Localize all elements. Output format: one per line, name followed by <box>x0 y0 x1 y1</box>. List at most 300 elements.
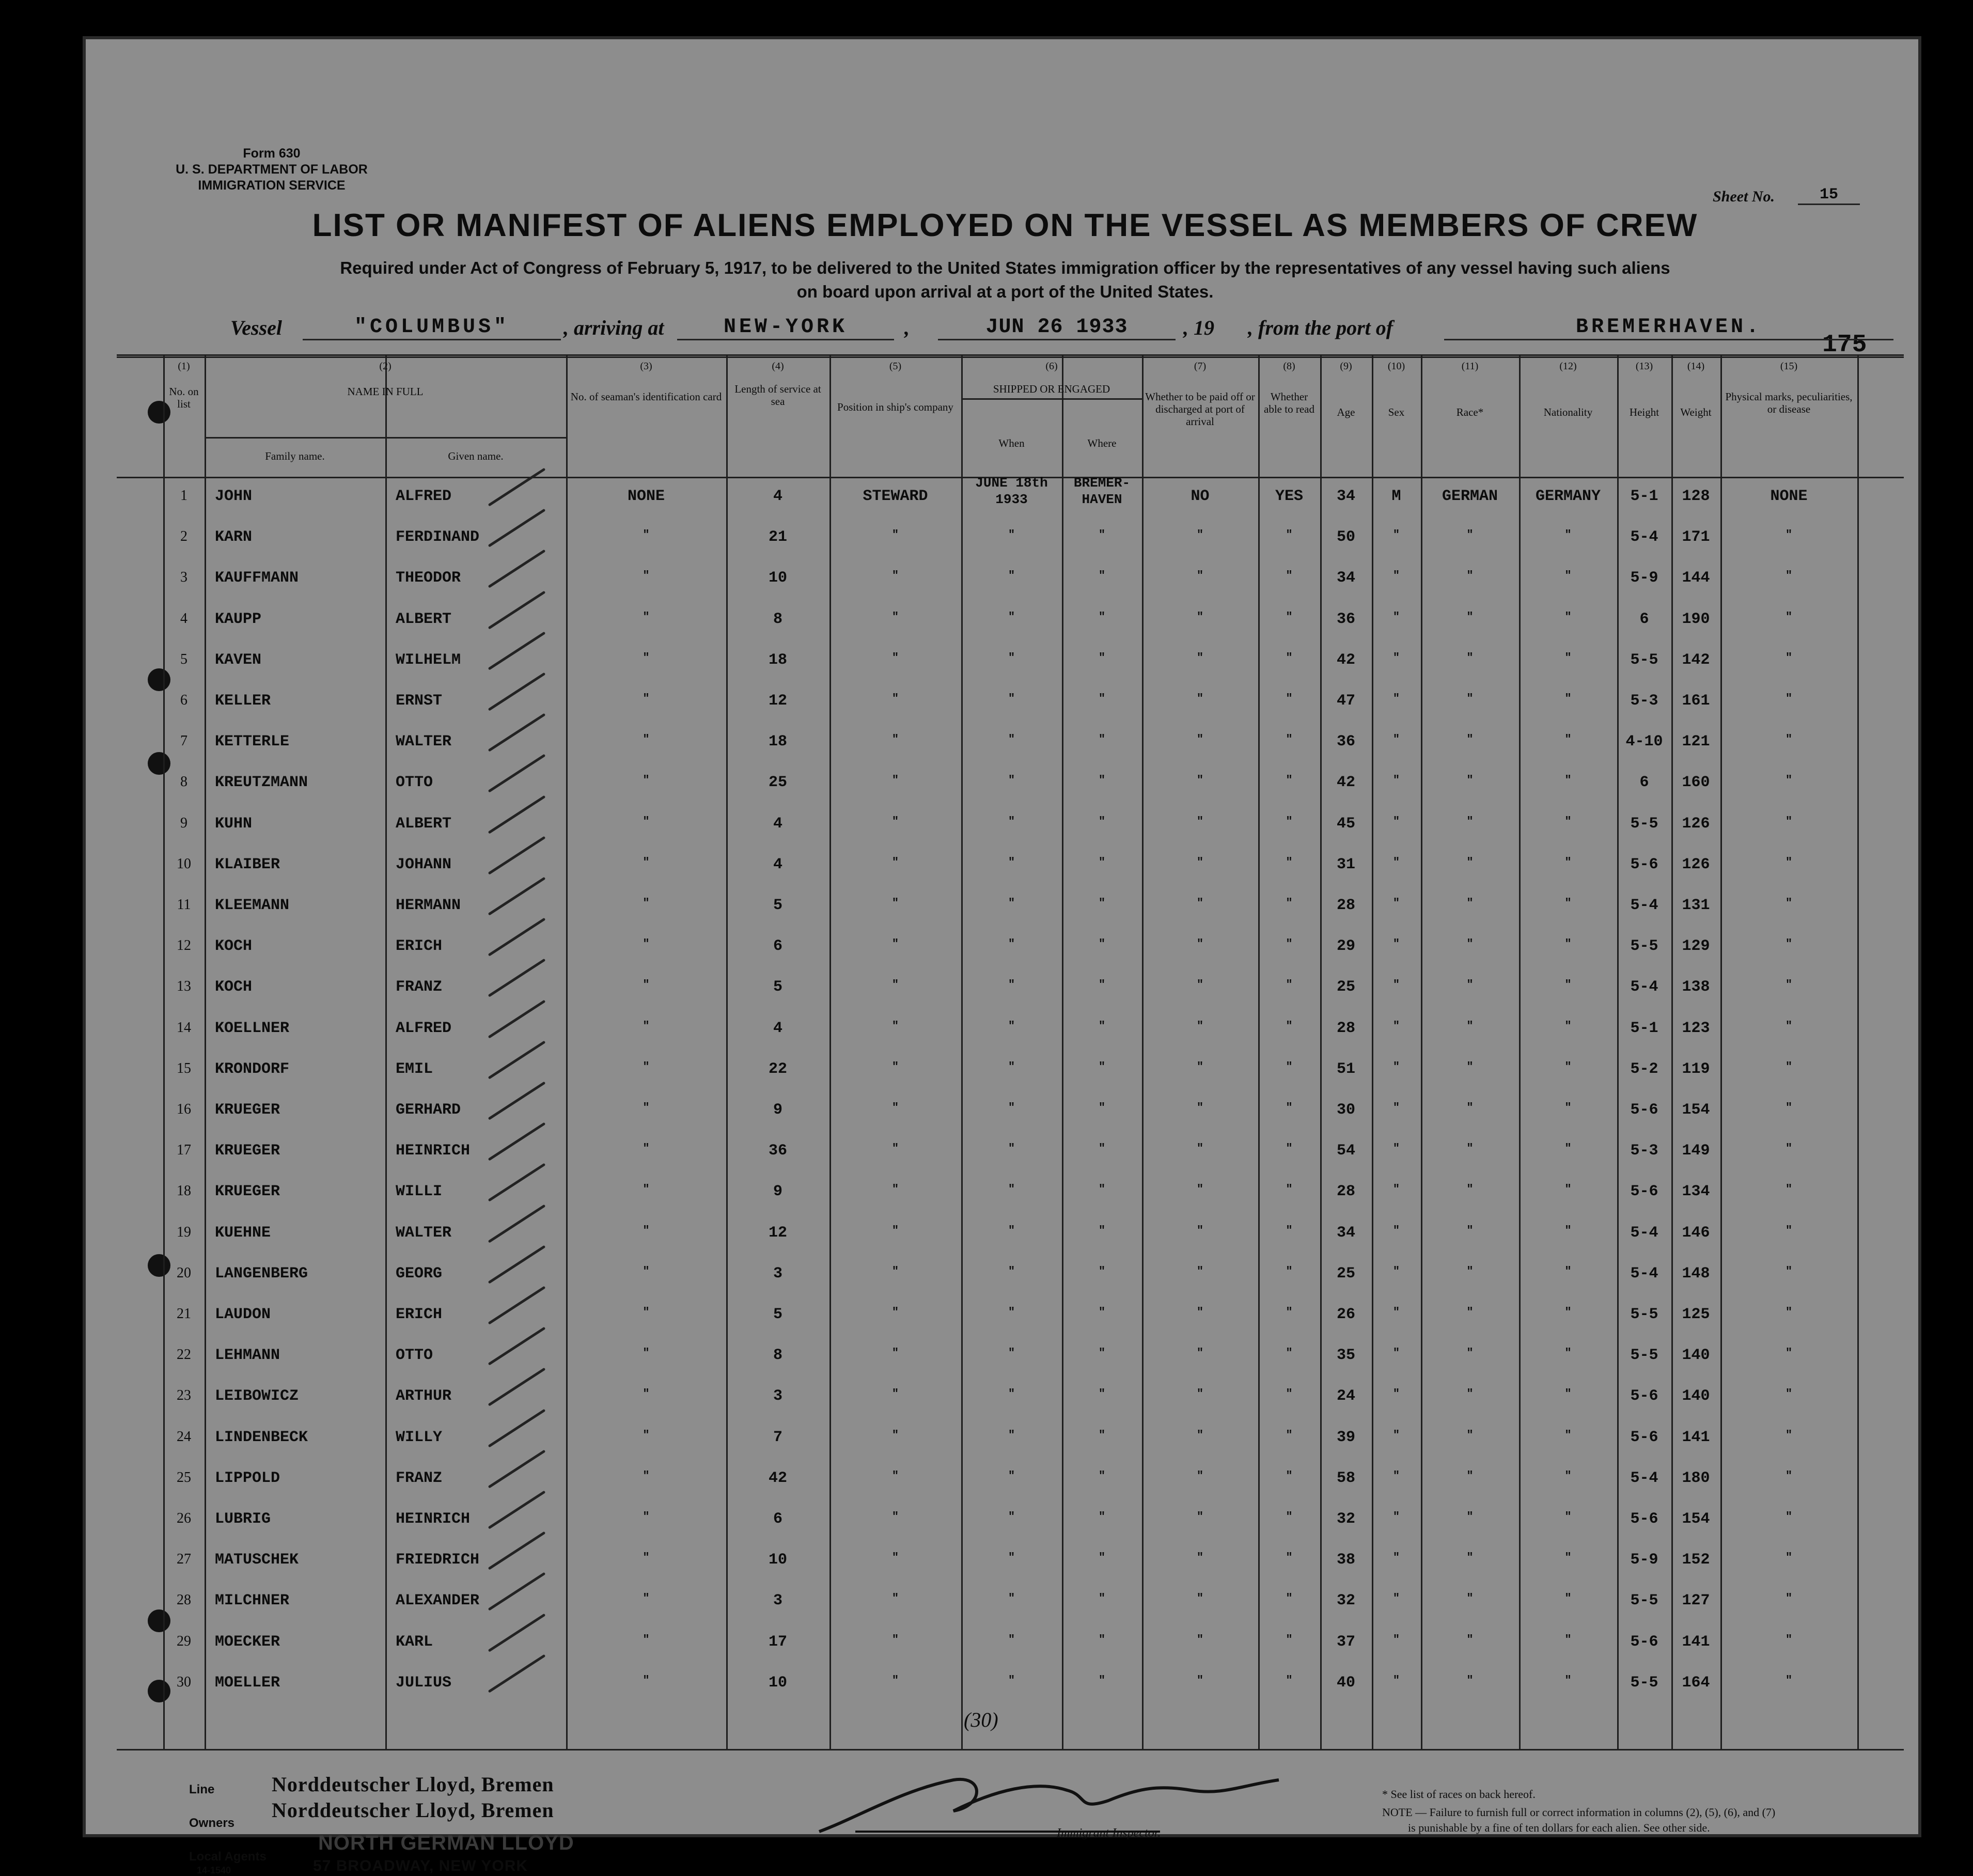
form-number: Form 630 <box>243 146 301 161</box>
family-name: LEHMANN <box>215 1347 280 1364</box>
ditto-mark: " <box>1008 528 1015 541</box>
ditto-mark: " <box>1286 1060 1293 1073</box>
ditto-mark: " <box>1392 937 1400 950</box>
ditto-mark: " <box>1564 897 1572 910</box>
table-top-rule <box>117 356 1904 358</box>
ditto-mark: " <box>1286 1510 1293 1523</box>
column-number: (9) <box>1340 361 1352 372</box>
weight-value: 125 <box>1682 1306 1710 1323</box>
column-number: (7) <box>1194 361 1207 372</box>
ditto-mark: " <box>1196 569 1204 582</box>
family-name: KAUPP <box>215 611 262 628</box>
height-value: 5-4 <box>1630 528 1658 546</box>
given-name: HEINRICH <box>396 1510 471 1528</box>
row-number: 5 <box>180 651 187 667</box>
line-value: Norddeutscher Lloyd, Bremen <box>272 1773 554 1796</box>
ditto-mark: " <box>1392 1633 1400 1646</box>
column-number: (10) <box>1387 361 1405 372</box>
service-length: 10 <box>768 1674 787 1692</box>
ditto-mark: " <box>891 1469 899 1482</box>
nationality-value: GERMANY <box>1535 488 1601 505</box>
table-row <box>117 692 1904 733</box>
age-value: 51 <box>1336 1060 1355 1078</box>
ditto-mark: " <box>1008 1551 1015 1564</box>
ditto-mark: " <box>1008 937 1015 950</box>
ditto-mark: " <box>891 1306 899 1319</box>
weight-value: 164 <box>1682 1674 1710 1692</box>
ditto-mark: " <box>1564 937 1572 950</box>
given-name: THEODOR <box>396 569 461 587</box>
given-name: KARL <box>396 1633 433 1651</box>
ditto-mark: " <box>1564 1142 1572 1155</box>
ditto-mark: " <box>1564 569 1572 582</box>
ditto-mark: " <box>1785 733 1793 746</box>
ditto-mark: " <box>1008 569 1015 582</box>
column-no-header: No. on list <box>169 385 199 410</box>
height-value: 5-3 <box>1630 1142 1658 1160</box>
ditto-mark: " <box>643 856 650 869</box>
family-name: KUEHNE <box>215 1224 271 1242</box>
table-row <box>117 1633 1904 1674</box>
family-name: KLAIBER <box>215 856 280 873</box>
column-number: (6) <box>1045 361 1058 372</box>
row-number: 7 <box>180 733 187 749</box>
height-value: 5-9 <box>1630 1551 1658 1569</box>
ditto-mark: " <box>1564 1020 1572 1033</box>
ditto-mark: " <box>1785 897 1793 910</box>
vessel-label: Vessel <box>230 316 282 339</box>
ditto-mark: " <box>1466 897 1474 910</box>
weight-value: 144 <box>1682 569 1710 587</box>
ditto-mark: " <box>1466 937 1474 950</box>
ditto-mark: " <box>1008 1183 1015 1196</box>
ditto-mark: " <box>1564 1060 1572 1073</box>
ditto-mark: " <box>1098 651 1106 664</box>
weight-value: 141 <box>1682 1633 1710 1651</box>
ditto-mark: " <box>1466 1265 1474 1278</box>
column-number: (12) <box>1559 361 1577 372</box>
service-length: 8 <box>773 1347 782 1364</box>
family-name-header: Family name. <box>265 450 325 462</box>
ditto-mark: " <box>1392 1224 1400 1237</box>
ditto-mark: " <box>1286 1020 1293 1033</box>
ditto-mark: " <box>1785 815 1793 828</box>
family-name: MATUSCHEK <box>215 1551 299 1569</box>
weight-value: 140 <box>1682 1387 1710 1405</box>
family-name: MOECKER <box>215 1633 280 1651</box>
ditto-mark: " <box>1466 815 1474 828</box>
page-title: LIST OR MANIFEST OF ALIENS EMPLOYED ON THE VESSEL AS MEMBERS OF CREW <box>312 208 1698 243</box>
given-name: FRANZ <box>396 1469 443 1487</box>
ditto-mark: " <box>1286 978 1293 991</box>
family-name: LEIBOWICZ <box>215 1387 299 1405</box>
ditto-mark: " <box>891 1142 899 1155</box>
ditto-mark: " <box>1008 1347 1015 1359</box>
penalty-note: NOTE — Failure to furnish full or correct information in columns (2), (5), (6), and (7) <box>1382 1806 1776 1819</box>
weight-value: 154 <box>1682 1510 1710 1528</box>
table-row <box>117 1674 1904 1715</box>
row-number: 4 <box>180 611 187 627</box>
ditto-mark: " <box>1098 1224 1106 1237</box>
service-length: 22 <box>768 1060 787 1078</box>
ditto-mark: " <box>891 1633 899 1646</box>
row-number: 29 <box>177 1633 191 1649</box>
service-length: 5 <box>773 1306 782 1323</box>
name-in-full-header: NAME IN FULL <box>347 385 424 398</box>
table-row <box>117 937 1904 978</box>
ditto-mark: " <box>643 733 650 746</box>
given-name: OTTO <box>396 774 433 791</box>
ditto-mark: " <box>1564 1224 1572 1237</box>
ditto-mark: " <box>1466 1060 1474 1073</box>
ditto-mark: " <box>891 1224 899 1237</box>
height-value: 5-6 <box>1630 1387 1658 1405</box>
ditto-mark: " <box>1098 733 1106 746</box>
ditto-mark: " <box>1286 774 1293 787</box>
total-count: (30) <box>964 1708 998 1731</box>
ditto-mark: " <box>1008 1306 1015 1319</box>
age-value: 32 <box>1336 1592 1355 1609</box>
ditto-mark: " <box>1466 1183 1474 1196</box>
age-value: 31 <box>1336 856 1355 873</box>
weight-value: 148 <box>1682 1265 1710 1283</box>
ditto-mark: " <box>891 528 899 541</box>
when-value: JUNE 18th <box>975 475 1048 491</box>
weight-value: 160 <box>1682 774 1710 791</box>
ditto-mark: " <box>1008 1592 1015 1605</box>
separator-comma: , <box>904 316 910 339</box>
ditto-mark: " <box>1196 1387 1204 1400</box>
penalty-note-continued: is punishable by a fine of ten dollars for each alien. See other side. <box>1408 1821 1710 1834</box>
height-value: 4-10 <box>1625 733 1663 751</box>
page-subtitle <box>292 256 1718 304</box>
ditto-mark: " <box>643 569 650 582</box>
table-row <box>117 569 1904 610</box>
row-number: 19 <box>177 1224 191 1240</box>
service-length: 4 <box>773 488 782 505</box>
ditto-mark: " <box>1785 611 1793 623</box>
ditto-mark: " <box>891 1101 899 1114</box>
sex-value: M <box>1391 488 1401 505</box>
ditto-mark: " <box>891 1387 899 1400</box>
ditto-mark: " <box>1098 1265 1106 1278</box>
weight-value: 131 <box>1682 897 1710 914</box>
height-value: 5-6 <box>1630 856 1658 873</box>
row-number: 20 <box>177 1265 191 1281</box>
ditto-mark: " <box>1392 1183 1400 1196</box>
table-row <box>117 815 1904 856</box>
ditto-mark: " <box>1008 815 1015 828</box>
age-value: 42 <box>1336 651 1355 669</box>
service-length: 3 <box>773 1387 782 1405</box>
height-value: 5-5 <box>1630 1592 1658 1609</box>
column-number: (15) <box>1780 361 1798 372</box>
ditto-mark: " <box>1785 569 1793 582</box>
agents-code: 14-1540 <box>197 1865 231 1875</box>
row-number: 25 <box>177 1469 191 1486</box>
family-name: KRUEGER <box>215 1101 280 1119</box>
weight-value: 140 <box>1682 1347 1710 1364</box>
family-name: KREUTZMANN <box>215 774 308 791</box>
ditto-mark: " <box>643 1592 650 1605</box>
given-name: FRANZ <box>396 978 443 996</box>
given-name: ALBERT <box>396 815 452 833</box>
ditto-mark: " <box>1466 1510 1474 1523</box>
height-value: 5-5 <box>1630 1674 1658 1692</box>
manifest-sheet <box>83 36 1921 1875</box>
service-length: 9 <box>773 1101 782 1119</box>
ditto-mark: " <box>1466 733 1474 746</box>
ditto-mark: " <box>1286 1469 1293 1482</box>
weight-value: 161 <box>1682 692 1710 710</box>
ditto-mark: " <box>1098 856 1106 869</box>
age-value: 45 <box>1336 815 1355 833</box>
ditto-mark: " <box>1785 1387 1793 1400</box>
ditto-mark: " <box>1286 1306 1293 1319</box>
ditto-mark: " <box>643 1469 650 1482</box>
read-value: YES <box>1275 488 1303 505</box>
family-name: LUBRIG <box>215 1510 271 1528</box>
ditto-mark: " <box>891 815 899 828</box>
table-row <box>117 475 1904 528</box>
ditto-mark: " <box>1196 937 1204 950</box>
given-name: FERDINAND <box>396 528 480 546</box>
column-number: (4) <box>772 361 784 372</box>
shipped-header: SHIPPED OR ENGAGED <box>993 383 1110 395</box>
age-value: 38 <box>1336 1551 1355 1569</box>
height-value: 5-5 <box>1630 651 1658 669</box>
height-value: 5-5 <box>1630 1347 1658 1364</box>
ditto-mark: " <box>643 1551 650 1564</box>
given-name: ARTHUR <box>396 1387 452 1405</box>
height-value: 5-2 <box>1630 1060 1658 1078</box>
ditto-mark: " <box>891 978 899 991</box>
ditto-mark: " <box>1392 611 1400 623</box>
id-card-header: No. of seaman's identification card <box>570 390 722 403</box>
ditto-mark: " <box>1196 1510 1204 1523</box>
ditto-mark: " <box>1466 1347 1474 1359</box>
ditto-mark: " <box>1196 1469 1204 1482</box>
ditto-mark: " <box>643 1510 650 1523</box>
table-row <box>117 1429 1904 1469</box>
age-value: 25 <box>1336 978 1355 996</box>
weight-value: 126 <box>1682 815 1710 833</box>
weight-value: 152 <box>1682 1551 1710 1569</box>
department-name: U. S. DEPARTMENT OF LABOR <box>176 162 368 177</box>
ditto-mark: " <box>1098 569 1106 582</box>
ditto-mark: " <box>1196 1020 1204 1033</box>
ditto-mark: " <box>1196 897 1204 910</box>
ditto-mark: " <box>891 692 899 705</box>
ditto-mark: " <box>1564 1469 1572 1482</box>
inspector-label: Immigrant Inspector. <box>1057 1826 1161 1840</box>
given-name: GEORG <box>396 1265 443 1283</box>
ditto-mark: " <box>1008 856 1015 869</box>
age-value: 26 <box>1336 1306 1355 1323</box>
weight-header: Weight <box>1680 406 1712 418</box>
ditto-mark: " <box>1286 1551 1293 1564</box>
ditto-mark: " <box>891 651 899 664</box>
ditto-mark: " <box>1008 1674 1015 1687</box>
height-value: 6 <box>1639 611 1649 628</box>
race-value: GERMAN <box>1442 488 1498 505</box>
row-number: 2 <box>180 528 187 544</box>
age-value: 24 <box>1336 1387 1355 1405</box>
ditto-mark: " <box>1564 1429 1572 1442</box>
column-number: (2) <box>379 361 392 372</box>
position-value: STEWARD <box>863 488 928 505</box>
ditto-mark: " <box>1466 1224 1474 1237</box>
family-name: LAUDON <box>215 1306 271 1323</box>
ditto-mark: " <box>891 937 899 950</box>
ditto-mark: " <box>1098 937 1106 950</box>
service-length: 10 <box>768 1551 787 1569</box>
age-value: 28 <box>1336 1183 1355 1200</box>
weight-value: 121 <box>1682 733 1710 751</box>
ditto-mark: " <box>1098 1674 1106 1687</box>
nationality-header: Nationality <box>1543 406 1593 418</box>
given-name: ERICH <box>396 937 443 955</box>
ditto-mark: " <box>891 611 899 623</box>
ditto-mark: " <box>1466 1387 1474 1400</box>
ditto-mark: " <box>1392 1347 1400 1359</box>
ditto-mark: " <box>1392 1060 1400 1073</box>
ditto-mark: " <box>643 651 650 664</box>
ditto-mark: " <box>1008 1387 1015 1400</box>
ditto-mark: " <box>891 1020 899 1033</box>
family-name: KOCH <box>215 978 253 996</box>
weight-value: 128 <box>1682 488 1710 505</box>
ditto-mark: " <box>1098 1347 1106 1359</box>
ditto-mark: " <box>1098 1429 1106 1442</box>
weight-value: 190 <box>1682 611 1710 628</box>
given-name: ALEXANDER <box>396 1592 480 1609</box>
ditto-mark: " <box>891 1551 899 1564</box>
family-name: KRONDORF <box>215 1060 290 1078</box>
ditto-mark: " <box>1008 1224 1015 1237</box>
age-value: 36 <box>1336 611 1355 628</box>
ditto-mark: " <box>1008 1429 1015 1442</box>
ditto-mark: " <box>1286 1633 1293 1646</box>
ditto-mark: " <box>1392 1387 1400 1400</box>
ditto-mark: " <box>1392 774 1400 787</box>
sheet-number-value: 15 <box>1798 186 1860 205</box>
ditto-mark: " <box>1196 611 1204 623</box>
ditto-mark: " <box>1785 774 1793 787</box>
ditto-mark: " <box>1564 692 1572 705</box>
sex-header: Sex <box>1388 406 1405 418</box>
service-length: 5 <box>773 897 782 914</box>
ditto-mark: " <box>1392 1510 1400 1523</box>
ditto-mark: " <box>1008 651 1015 664</box>
service-length: 8 <box>773 611 782 628</box>
agents-value: NORTH GERMAN LLOYD <box>318 1832 574 1854</box>
ditto-mark: " <box>1466 528 1474 541</box>
ditto-mark: " <box>1564 774 1572 787</box>
ditto-mark: " <box>1466 1429 1474 1442</box>
given-name: HEINRICH <box>396 1142 471 1160</box>
ditto-mark: " <box>1286 528 1293 541</box>
ditto-mark: " <box>643 774 650 787</box>
age-header: Age <box>1337 406 1355 418</box>
footer-divider <box>117 1749 1904 1750</box>
table-row <box>117 1306 1904 1347</box>
ditto-mark: " <box>891 856 899 869</box>
row-number: 11 <box>177 897 191 913</box>
ditto-mark: " <box>1098 897 1106 910</box>
given-name: ERNST <box>396 692 443 710</box>
vessel-name: "COLUMBUS" <box>303 316 561 340</box>
ditto-mark: " <box>1392 815 1400 828</box>
ditto-mark: " <box>1564 1633 1572 1646</box>
height-value: 5-6 <box>1630 1510 1658 1528</box>
ditto-mark: " <box>891 569 899 582</box>
ditto-mark: " <box>1564 611 1572 623</box>
ditto-mark: " <box>1008 978 1015 991</box>
service-length: 3 <box>773 1592 782 1609</box>
ditto-mark: " <box>1564 1387 1572 1400</box>
ditto-mark: " <box>1392 1469 1400 1482</box>
age-value: 36 <box>1336 733 1355 751</box>
ditto-mark: " <box>1466 1020 1474 1033</box>
table-row <box>117 1265 1904 1306</box>
row-number: 8 <box>180 774 187 790</box>
ditto-mark: " <box>1392 651 1400 664</box>
table-row <box>117 1551 1904 1592</box>
weight-value: 119 <box>1682 1060 1710 1078</box>
height-value: 5-9 <box>1630 569 1658 587</box>
column-number: (13) <box>1635 361 1653 372</box>
age-value: 34 <box>1336 569 1355 587</box>
ditto-mark: " <box>1564 1183 1572 1196</box>
height-value: 5-1 <box>1630 488 1658 505</box>
ditto-mark: " <box>643 1306 650 1319</box>
row-number: 27 <box>177 1551 191 1567</box>
ditto-mark: " <box>1286 1592 1293 1605</box>
ditto-mark: " <box>1196 1592 1204 1605</box>
height-value: 6 <box>1639 774 1649 791</box>
ditto-mark: " <box>1564 1306 1572 1319</box>
family-name: KETTERLE <box>215 733 290 751</box>
ditto-mark: " <box>1196 856 1204 869</box>
ditto-mark: " <box>1785 692 1793 705</box>
ditto-mark: " <box>1785 1183 1793 1196</box>
ditto-mark: " <box>1286 1265 1293 1278</box>
ditto-mark: " <box>1785 1633 1793 1646</box>
age-value: 40 <box>1336 1674 1355 1692</box>
ditto-mark: " <box>643 1142 650 1155</box>
ditto-mark: " <box>1098 1551 1106 1564</box>
ditto-mark: " <box>1785 1551 1793 1564</box>
ditto-mark: " <box>1286 569 1293 582</box>
height-value: 5-4 <box>1630 978 1658 996</box>
service-length: 5 <box>773 978 782 996</box>
height-value: 5-5 <box>1630 815 1658 833</box>
family-name: KRUEGER <box>215 1183 280 1200</box>
departure-port: BREMERHAVEN. <box>1444 316 1893 340</box>
ditto-mark: " <box>1392 1429 1400 1442</box>
ditto-mark: " <box>891 1674 899 1687</box>
family-name: MILCHNER <box>215 1592 290 1609</box>
ditto-mark: " <box>1564 1347 1572 1359</box>
vessel-info-line <box>225 316 1904 345</box>
service-length: 12 <box>768 1224 787 1242</box>
service-length: 12 <box>768 692 787 710</box>
given-name: ALBERT <box>396 611 452 628</box>
ditto-mark: " <box>1785 1101 1793 1114</box>
crew-table <box>117 354 1904 1749</box>
ditto-mark: " <box>1196 1306 1204 1319</box>
